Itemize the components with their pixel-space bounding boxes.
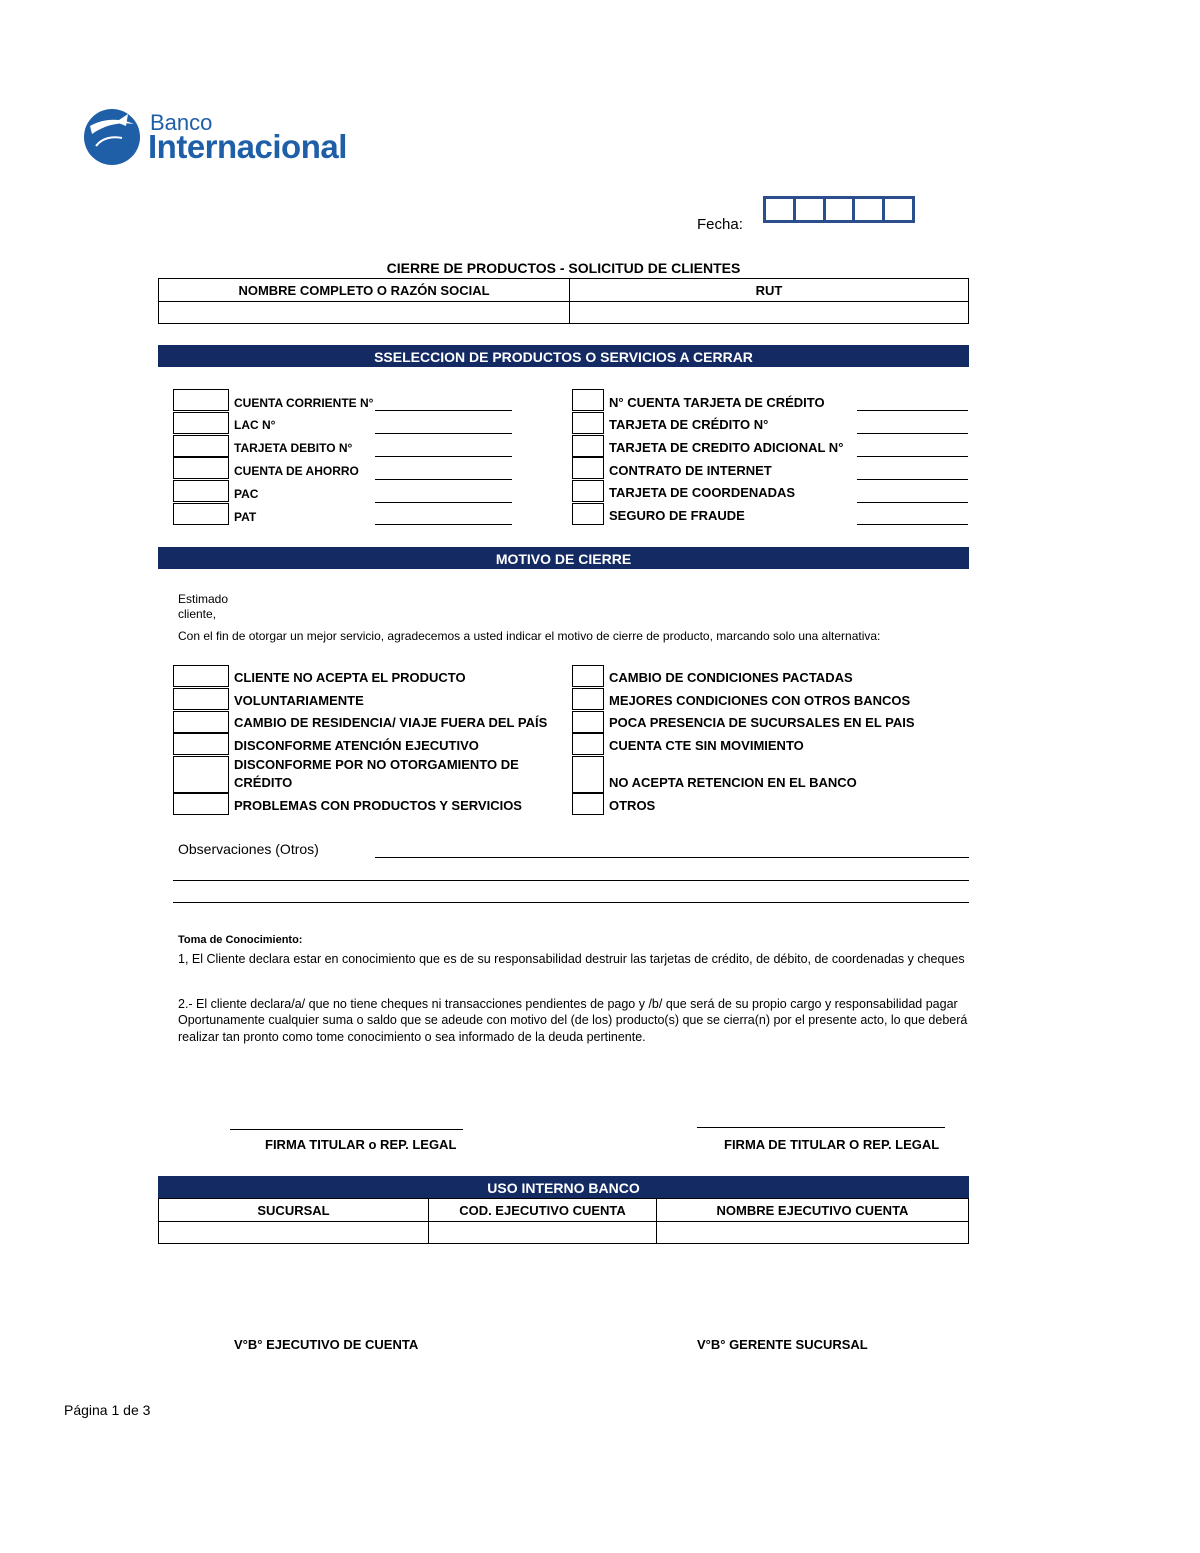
product-checkbox[interactable] [572, 480, 604, 502]
form-title: CIERRE DE PRODUCTOS - SOLICITUD DE CLIENTES [386, 260, 741, 276]
date-boxes[interactable] [763, 196, 915, 223]
reason-label: DISCONFORME POR NO OTORGAMIENTO DE [234, 757, 519, 772]
reason-checkbox[interactable] [173, 665, 229, 687]
product-number-line[interactable] [375, 502, 512, 503]
reason-checkbox[interactable] [572, 688, 604, 710]
reason-label: PROBLEMAS CON PRODUCTOS Y SERVICIOS [234, 798, 522, 813]
product-checkbox[interactable] [173, 412, 229, 434]
product-label: TARJETA DE COORDENADAS [609, 485, 796, 500]
conocimiento-p2-line3: realizar tan pronto como tome conocimiento o sea informado de la deuda pertinente. [178, 1030, 646, 1044]
conocimiento-p2-line1: 2.- El cliente declara/a/ que no tiene cheques ni transacciones pendientes de pago y /b/ que será de su propio cargo y responsabilidad pagar [178, 997, 958, 1011]
exec-code-field[interactable] [428, 1221, 657, 1244]
product-checkbox[interactable] [173, 503, 229, 525]
reason-checkbox[interactable] [572, 711, 604, 733]
exec-name-field[interactable] [656, 1221, 969, 1244]
product-checkbox[interactable] [173, 480, 229, 502]
rut-field[interactable] [569, 301, 969, 324]
approval-manager: V°B° GERENTE SUCURSAL [697, 1337, 868, 1352]
reason-checkbox[interactable] [572, 793, 604, 815]
date-box[interactable] [766, 199, 796, 220]
motivo-section-header: MOTIVO DE CIERRE [158, 547, 969, 569]
product-label: SEGURO DE FRAUDE [609, 508, 745, 523]
observations-line[interactable] [173, 880, 969, 881]
date-box[interactable] [855, 199, 885, 220]
date-box[interactable] [826, 199, 856, 220]
signature-label-left: FIRMA TITULAR o REP. LEGAL [265, 1137, 457, 1152]
date-box[interactable] [885, 199, 912, 220]
product-label: TARJETA DE CREDITO ADICIONAL N° [609, 440, 844, 455]
signature-line-left[interactable] [230, 1129, 463, 1130]
branch-field[interactable] [158, 1221, 429, 1244]
reason-label: VOLUNTARIAMENTE [234, 693, 364, 708]
bank-logo-icon [82, 108, 142, 166]
product-number-line[interactable] [857, 479, 968, 480]
product-label: PAC [234, 487, 259, 501]
product-checkbox[interactable] [572, 457, 604, 479]
product-label: CUENTA CORRIENTE N° [234, 396, 374, 410]
product-number-line[interactable] [375, 410, 512, 411]
reason-checkbox[interactable] [173, 688, 229, 710]
product-number-line[interactable] [857, 524, 968, 525]
product-label: CUENTA DE AHORRO [234, 464, 359, 478]
logo-line1: Banco [150, 110, 213, 135]
product-label: PAT [234, 510, 257, 524]
reason-checkbox[interactable] [173, 711, 229, 733]
reason-checkbox[interactable] [572, 665, 604, 687]
internal-use-header: USO INTERNO BANCO [158, 1176, 969, 1198]
product-checkbox[interactable] [173, 435, 229, 457]
product-label: CONTRATO DE INTERNET [609, 463, 772, 478]
greeting-line1: Estimado [178, 592, 229, 606]
reason-label: CRÉDITO [234, 775, 293, 790]
product-number-line[interactable] [375, 479, 512, 480]
rut-header: RUT [569, 278, 969, 302]
signature-label-right: FIRMA DE TITULAR O REP. LEGAL [724, 1137, 940, 1152]
reason-checkbox[interactable] [572, 733, 604, 755]
product-number-line[interactable] [375, 456, 512, 457]
product-checkbox[interactable] [173, 389, 229, 411]
reason-label: CLIENTE NO ACEPTA EL PRODUCTO [234, 670, 466, 685]
reason-checkbox[interactable] [173, 733, 229, 755]
product-label: LAC N° [234, 418, 276, 432]
signature-line-right[interactable] [697, 1127, 945, 1128]
reason-label: OTROS [609, 798, 656, 813]
reason-label: POCA PRESENCIA DE SUCURSALES EN EL PAIS [609, 715, 915, 730]
product-number-line[interactable] [857, 456, 968, 457]
conocimiento-title: Toma de Conocimiento: [178, 934, 303, 946]
product-checkbox[interactable] [572, 412, 604, 434]
client-name-field[interactable] [158, 301, 570, 324]
logo-line2: Internacional [148, 128, 347, 165]
date-box[interactable] [796, 199, 826, 220]
observations-label: Observaciones (Otros) [178, 841, 319, 857]
greeting-line2: cliente, [178, 607, 217, 621]
branch-header: SUCURSAL [158, 1198, 429, 1222]
product-number-line[interactable] [375, 433, 512, 434]
observations-line[interactable] [375, 857, 969, 858]
product-checkbox[interactable] [572, 503, 604, 525]
intro-text: Con el fin de otorgar un mejor servicio, agradecemos a usted indicar el motivo de cierre de producto, marcando solo una alternativa: [178, 629, 881, 643]
product-checkbox[interactable] [173, 457, 229, 479]
product-checkbox[interactable] [572, 435, 604, 457]
product-number-line[interactable] [857, 410, 968, 411]
reason-label: CAMBIO DE RESIDENCIA/ VIAJE FUERA DEL PAÍS [234, 715, 548, 730]
product-checkbox[interactable] [572, 389, 604, 411]
client-name-header: NOMBRE COMPLETO O RAZÓN SOCIAL [158, 278, 570, 302]
exec-code-header: COD. EJECUTIVO CUENTA [428, 1198, 657, 1222]
reason-checkbox[interactable] [173, 756, 229, 793]
date-label: Fecha: [697, 216, 743, 233]
conocimiento-p1: 1, El Cliente declara estar en conocimiento que es de su responsabilidad destruir las tarjetas de crédito, de débito, de coordenadas y cheques [178, 952, 965, 966]
product-label: N° CUENTA TARJETA DE CRÉDITO [609, 395, 825, 410]
product-label: TARJETA DE CRÉDITO N° [609, 417, 769, 432]
reason-checkbox[interactable] [572, 756, 604, 793]
exec-name-header: NOMBRE EJECUTIVO CUENTA [656, 1198, 969, 1222]
products-section-header: SSELECCION DE PRODUCTOS O SERVICIOS A CERRAR [158, 345, 969, 367]
conocimiento-p2-line2: Oportunamente cualquier suma o saldo que se adeude con motivo del (de los) producto(s) que se cierra(n) por el presente acto, lo que deberá [178, 1013, 968, 1027]
product-label: TARJETA DEBITO N° [234, 441, 353, 455]
reason-label: MEJORES CONDICIONES CON OTROS BANCOS [609, 693, 911, 708]
reason-label: DISCONFORME ATENCIÓN EJECUTIVO [234, 738, 479, 753]
product-number-line[interactable] [857, 502, 968, 503]
reason-checkbox[interactable] [173, 793, 229, 815]
product-number-line[interactable] [857, 433, 968, 434]
reason-label: CUENTA CTE SIN MOVIMIENTO [609, 738, 804, 753]
reason-label: NO ACEPTA RETENCION EN EL BANCO [609, 775, 857, 790]
page-number: Página 1 de 3 [64, 1402, 151, 1418]
bank-logo [82, 108, 362, 168]
reason-label: CAMBIO DE CONDICIONES PACTADAS [609, 670, 853, 685]
observations-line[interactable] [173, 902, 969, 903]
approval-executive: V°B° EJECUTIVO DE CUENTA [234, 1337, 419, 1352]
product-number-line[interactable] [375, 524, 512, 525]
